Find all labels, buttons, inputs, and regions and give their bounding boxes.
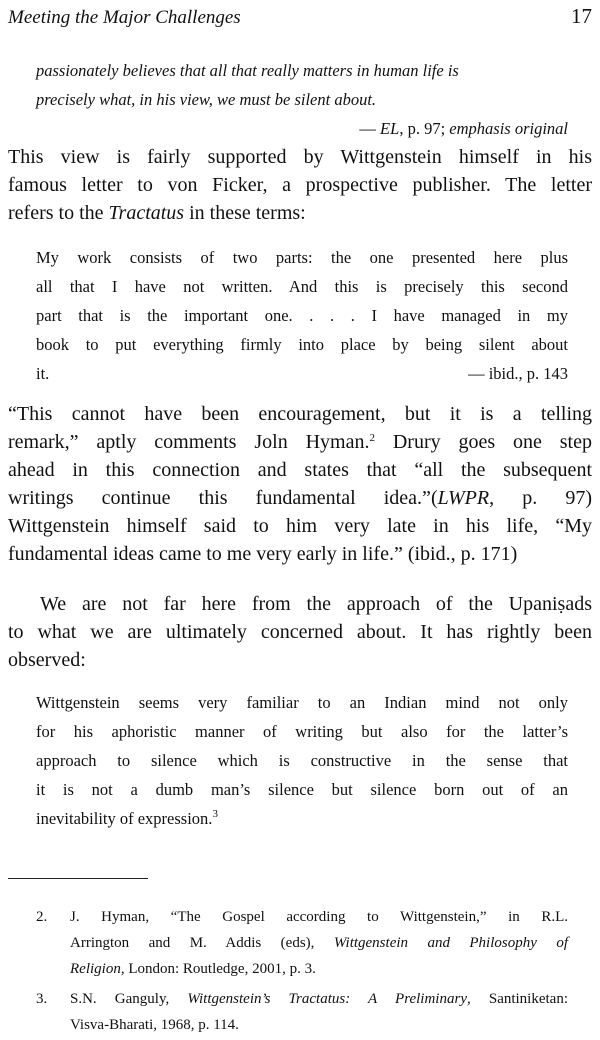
italic-title: Tractatus <box>108 202 185 224</box>
footnote-2 <box>36 904 568 982</box>
text-line: to what we are ultimately concerned about. It has rightly been <box>8 621 592 643</box>
quote-line: it. <box>36 364 50 383</box>
quote-citation <box>36 114 568 143</box>
italic-title: Religion <box>70 961 121 977</box>
text-line <box>8 484 592 512</box>
quote-citation: — ibid., p. 143 <box>468 364 568 383</box>
footnote-body <box>70 986 568 1038</box>
paragraph-1 <box>8 143 592 227</box>
italic-title: Wittgenstein’s Tractatus: A Preliminary <box>187 991 467 1007</box>
footnote-divider <box>8 878 148 879</box>
text-run: writings continue this fundamental idea.”( <box>8 487 438 509</box>
footnote-ref[interactable]: 3 <box>212 808 218 820</box>
cite-source: EL <box>380 119 400 138</box>
text-line: observed: <box>8 649 86 671</box>
text-line <box>8 428 592 456</box>
footnote-line <box>70 930 568 956</box>
text-line: fundamental ideas came to me very early in life.” (ibid., p. 171) <box>8 543 518 565</box>
cite-dash: — <box>359 119 381 138</box>
block-quote-2 <box>36 243 568 388</box>
footnote-body <box>70 904 568 982</box>
text-run: Drury goes one step <box>374 431 592 453</box>
running-title: Meeting the Major Challenges <box>8 7 241 28</box>
footnote-line: Visva-Bharati, 1968, p. 114. <box>70 1017 239 1033</box>
footnote-line <box>70 986 568 1012</box>
text-line: Wittgenstein himself said to him very late in his life, “My <box>8 515 592 537</box>
text-line: ahead in this connection and states that “all the subsequent <box>8 459 592 481</box>
quote-line: book to put everything firmly into place by being silent about <box>36 335 568 354</box>
text-run: Arrington and M. Addis (eds), <box>70 935 334 951</box>
quote-line: My work consists of two parts: the one presented here plus <box>36 248 568 267</box>
quote-line: all that I have not written. And this is precisely this second <box>36 277 568 296</box>
footnote-ref[interactable]: 2 <box>369 432 375 444</box>
footnote-number: 3. <box>36 991 48 1007</box>
block-quote-1 <box>36 56 568 143</box>
paragraph-3 <box>8 590 592 674</box>
quote-line: part that is the important one. . . . I have managed in my <box>36 306 568 325</box>
quote-line: it is not a dumb man’s silence but silence born out of an <box>36 780 568 799</box>
quote-line <box>36 804 568 833</box>
text-run: S.N. Ganguly, <box>70 991 188 1007</box>
footnote-3 <box>36 986 568 1038</box>
text-run: refers to the <box>8 202 109 224</box>
text-run: , London: Routledge, 2001, p. 3. <box>120 961 316 977</box>
italic-abbrev: LWPR <box>437 487 490 509</box>
footnote-number: 2. <box>36 909 48 925</box>
text-line: famous letter to von Ficker, a prospective publisher. The letter <box>8 174 592 196</box>
running-head <box>8 4 592 32</box>
footnote-line: J. Hyman, “The Gospel according to Wittgenstein,” in R.L. <box>70 909 568 925</box>
text-line <box>8 199 592 227</box>
text-line: We are not far here from the approach of the Upaniṣads <box>40 593 592 615</box>
quote-line: for his aphoristic manner of writing but also for the latter’s <box>36 722 568 741</box>
text-run: inevitability of expression. <box>36 809 213 828</box>
cite-note: emphasis original <box>449 119 568 138</box>
text-run: remark,” aptly comments Joln Hyman. <box>8 431 370 453</box>
quote-line: approach to silence which is constructive in the sense that <box>36 751 568 770</box>
quote-line: passionately believes that all that really matters in human life is <box>36 61 459 80</box>
quote-line: precisely what, in his view, we must be silent about. <box>36 90 377 109</box>
paragraph-2 <box>8 400 592 568</box>
italic-title: Wittgenstein and Philosophy of <box>333 935 568 951</box>
block-quote-3 <box>36 688 568 833</box>
text-run: in these terms: <box>184 202 306 224</box>
quote-end-row <box>36 359 568 388</box>
text-line: This view is fairly supported by Wittgenstein himself in his <box>8 146 592 168</box>
cite-page: , p. 97; <box>399 119 450 138</box>
text-run: , Santiniketan: <box>466 991 569 1007</box>
quote-line: Wittgenstein seems very familiar to an Indian mind not only <box>36 693 568 712</box>
text-line: “This cannot have been encouragement, but it is a telling <box>8 403 592 425</box>
text-run: , p. 97) <box>489 487 592 509</box>
page-number: 17 <box>571 4 592 28</box>
footnote-line <box>70 956 568 982</box>
